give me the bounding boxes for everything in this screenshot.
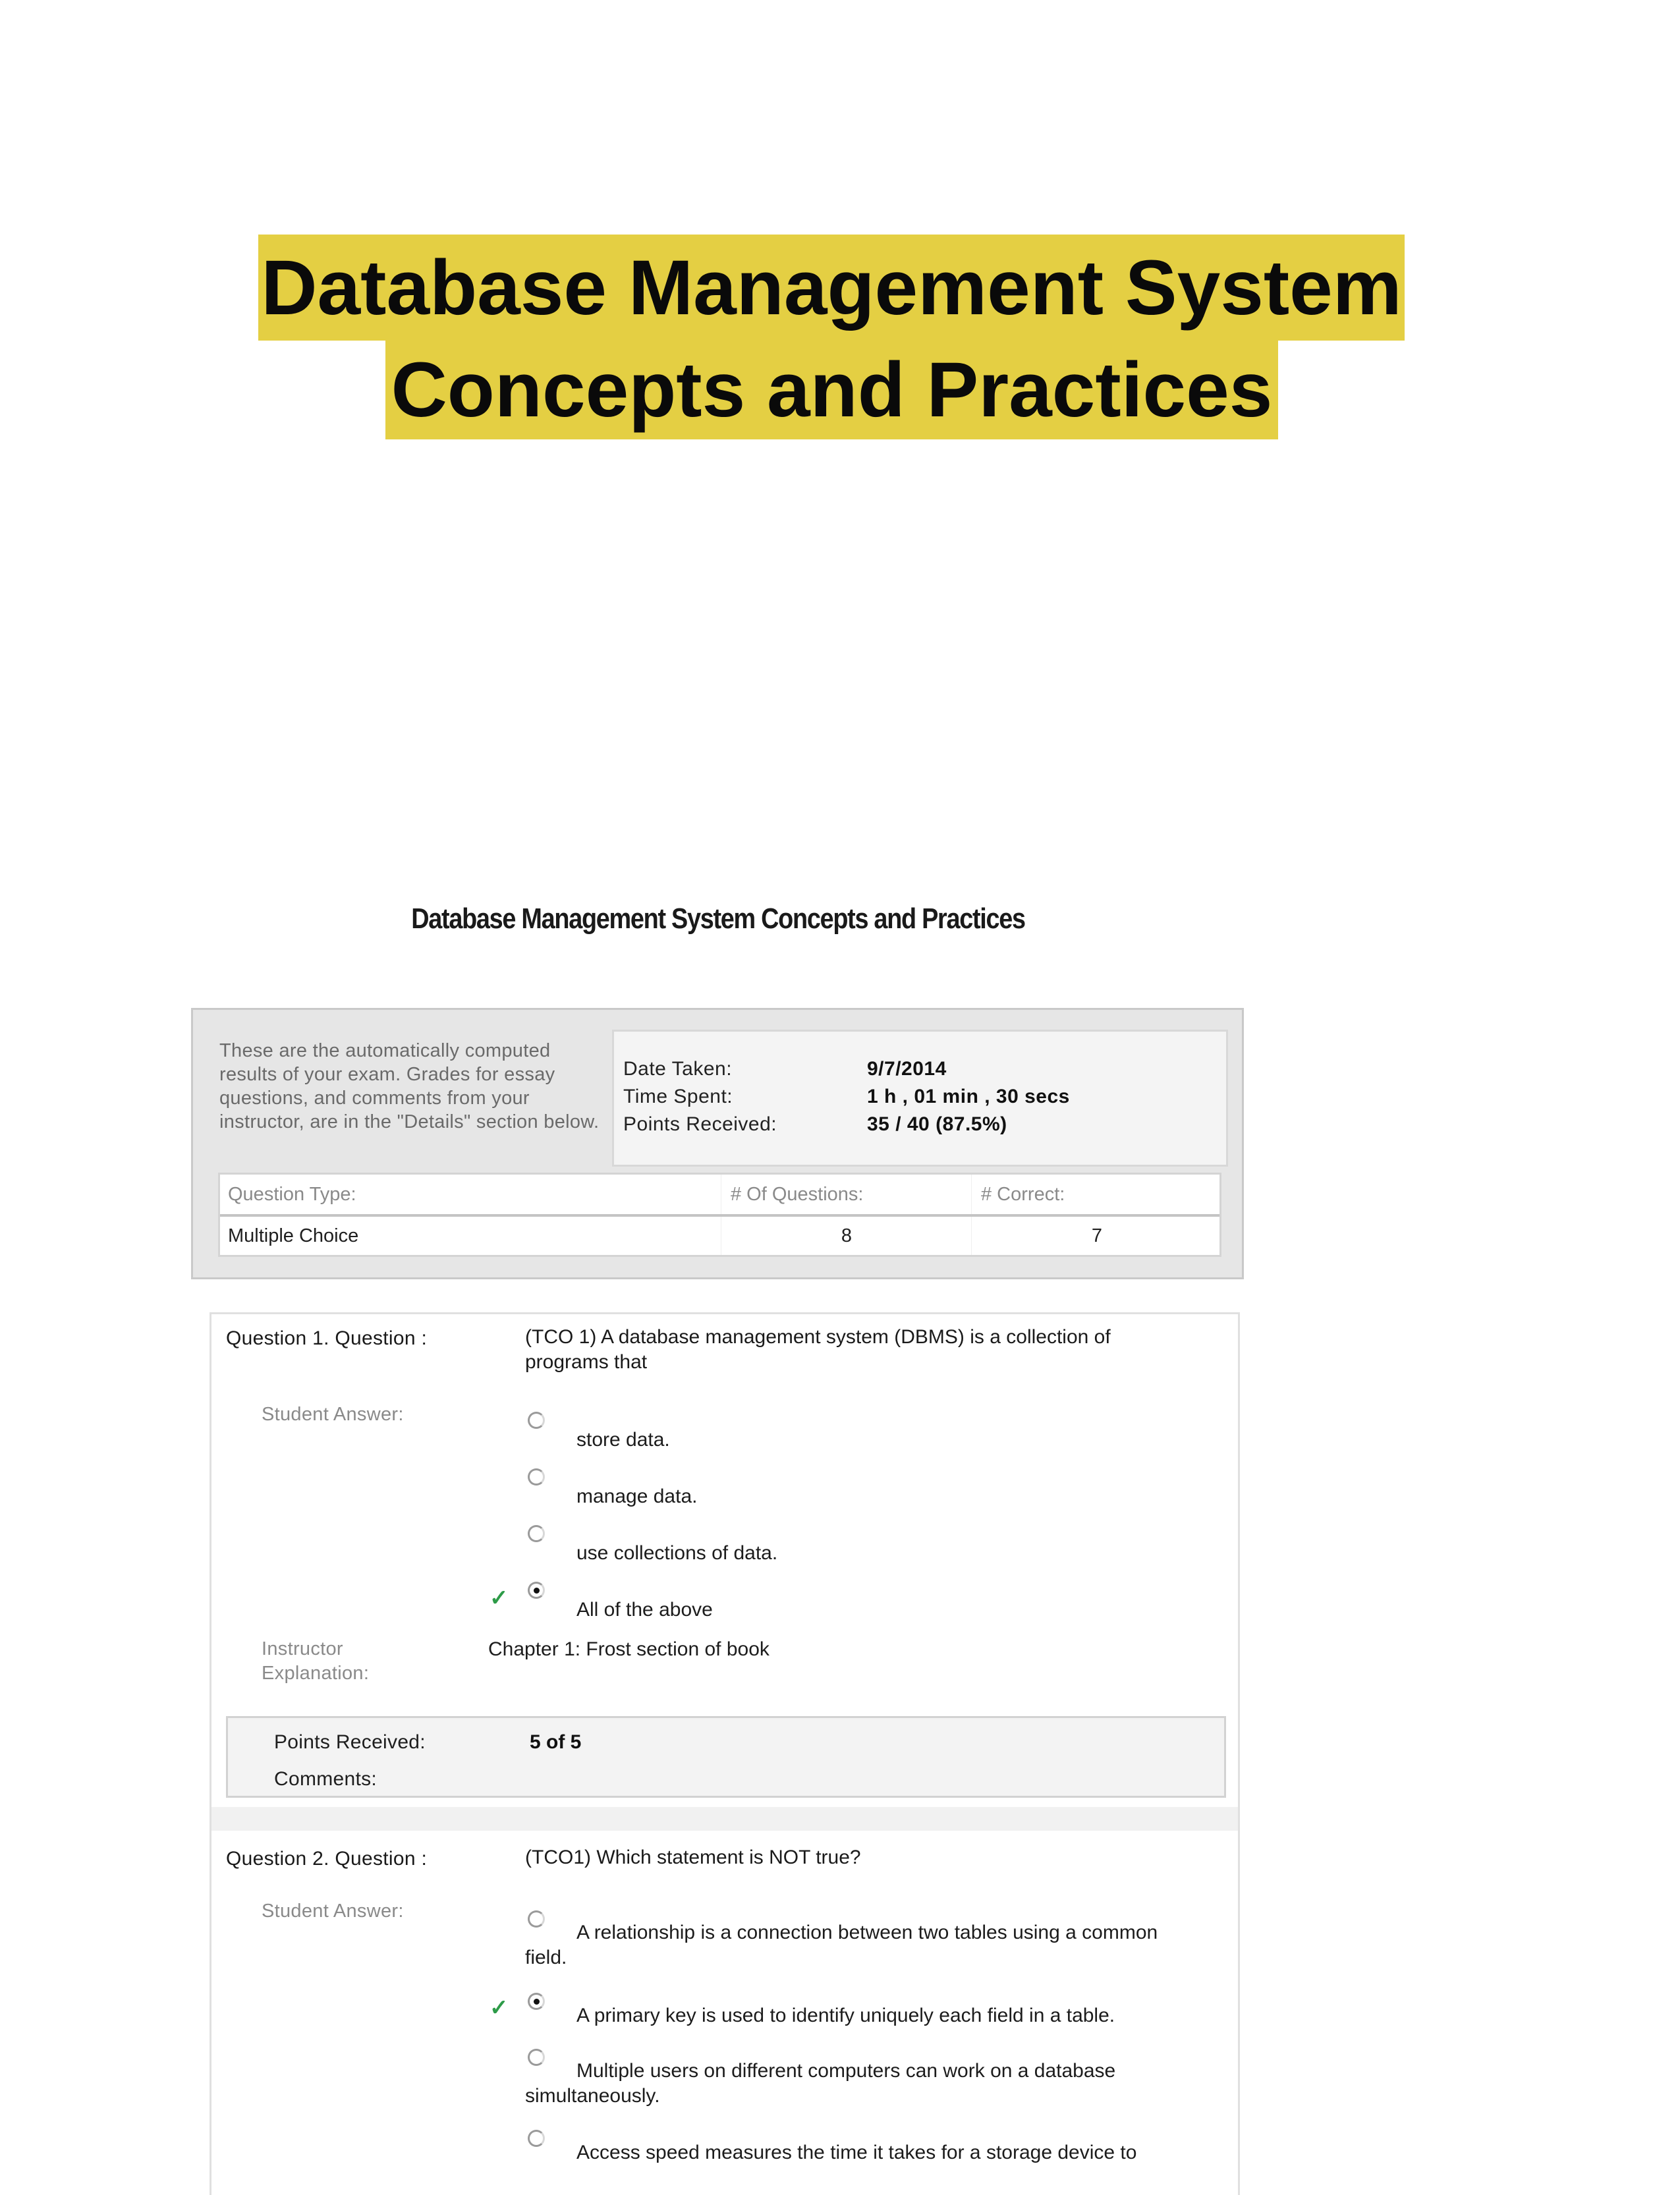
q1-option-3-radio[interactable] xyxy=(528,1525,545,1542)
table-row xyxy=(220,1217,1219,1255)
question-type-table xyxy=(218,1173,1221,1257)
exam-heading: Database Management System Concepts and Practices xyxy=(411,903,1025,935)
summary-note: These are the automatically computed results of your exam. Grades for essay questions, and comments from your instructor, are in the "Details" section below. xyxy=(219,1040,600,1132)
q2-option-4-text: Access speed measures the time it takes for a storage device to xyxy=(576,2142,1137,2163)
q2-option-2-text: A primary key is used to identify uniquely each field in a table. xyxy=(576,2005,1115,2026)
comments-label: Comments: xyxy=(274,1768,378,1790)
instructor-explanation-label: Instructor Explanation: xyxy=(262,1638,370,1684)
time-spent-label: Time Spent: xyxy=(623,1086,733,1107)
instructor-explanation-text: Chapter 1: Frost section of book xyxy=(488,1638,770,1660)
cell-num-questions: 8 xyxy=(721,1217,972,1255)
q2-option-4-radio[interactable] xyxy=(528,2130,545,2147)
points-received-label: Points Received: xyxy=(623,1113,777,1135)
q1-option-4-radio[interactable] xyxy=(528,1582,545,1599)
time-spent-value: 1 h , 01 min , 30 secs xyxy=(867,1086,1070,1107)
q2-option-3-text: Multiple users on different computers can work on a database simultaneously. xyxy=(525,2060,1116,2107)
q2-option-2-radio[interactable] xyxy=(528,1993,545,2010)
table-header xyxy=(220,1175,1219,1217)
exam-details-box xyxy=(612,1030,1228,1167)
questions-container xyxy=(210,1312,1240,2195)
correct-check-icon: ✓ xyxy=(490,1586,509,1611)
points-received-label: Points Received: xyxy=(274,1731,426,1753)
document-title-line-1: Database Management System xyxy=(258,235,1405,341)
header-num-correct: # Correct: xyxy=(971,1175,1221,1214)
question-1-points-box xyxy=(226,1716,1226,1798)
date-taken-value: 9/7/2014 xyxy=(867,1058,947,1080)
q1-option-3-text: use collections of data. xyxy=(576,1542,778,1564)
question-2-heading: Question 2. Question : xyxy=(226,1848,428,1870)
q1-option-4-text: All of the above xyxy=(576,1599,713,1621)
correct-check-icon: ✓ xyxy=(490,1995,509,2020)
header-question-type: Question Type: xyxy=(228,1183,356,1205)
cell-num-correct: 7 xyxy=(971,1217,1222,1255)
points-received-value: 35 / 40 (87.5%) xyxy=(867,1113,1007,1135)
exam-summary-panel xyxy=(191,1008,1244,1279)
cell-question-type: Multiple Choice xyxy=(228,1225,359,1246)
q1-option-1-text: store data. xyxy=(576,1429,670,1451)
question-2-text: (TCO1) Which statement is NOT true? xyxy=(525,1847,861,1868)
question-1-text: (TCO 1) A database management system (DBMS) is a collection of programs that xyxy=(525,1326,1111,1373)
date-taken-label: Date Taken: xyxy=(623,1058,733,1080)
q1-option-2-radio[interactable] xyxy=(528,1468,545,1486)
question-1-heading: Question 1. Question : xyxy=(226,1327,428,1349)
q1-option-2-text: manage data. xyxy=(576,1486,698,1507)
question-2-student-answer-label: Student Answer: xyxy=(262,1901,404,1922)
q2-option-1-text: A relationship is a connection between two tables using a common field. xyxy=(525,1922,1158,1968)
question-1-student-answer-label: Student Answer: xyxy=(262,1404,404,1425)
q1-option-1-radio[interactable] xyxy=(528,1412,545,1429)
document-title-line-2: Concepts and Practices xyxy=(385,341,1278,439)
header-num-questions: # Of Questions: xyxy=(721,1175,971,1214)
points-received-value: 5 of 5 xyxy=(530,1731,582,1753)
question-separator xyxy=(211,1807,1238,1831)
